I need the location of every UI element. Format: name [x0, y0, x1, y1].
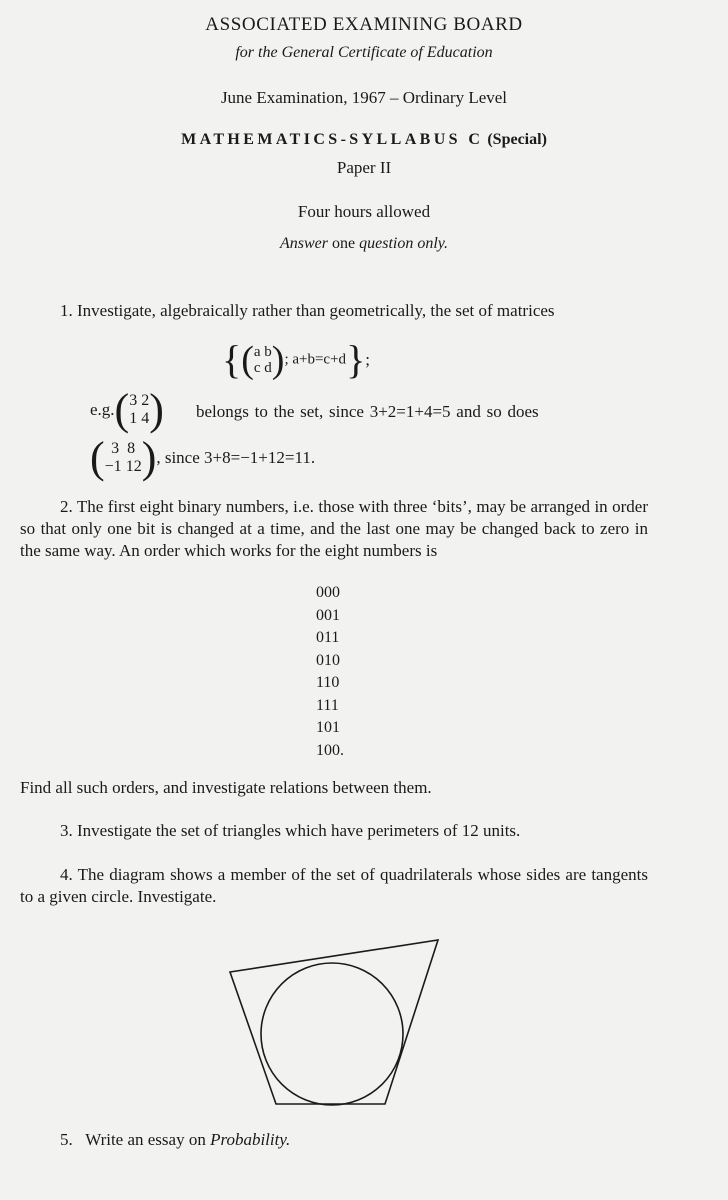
subject-line	[0, 131, 728, 149]
brace-open: {	[222, 337, 242, 382]
binary-entry: 110	[316, 674, 340, 691]
matrix-cell: 8	[127, 440, 136, 457]
set-end: ;	[365, 350, 370, 369]
question-5	[60, 1130, 290, 1150]
instruction	[0, 235, 728, 253]
example-1-line	[90, 385, 164, 434]
matrix-cell: d	[264, 360, 272, 376]
essay-topic: Probability.	[210, 1130, 291, 1149]
inscribed-circle	[261, 963, 403, 1105]
quadrilateral	[230, 940, 438, 1104]
set-condition: ; a+b=c+d	[284, 351, 347, 368]
matrix-cell: 3	[111, 440, 120, 457]
binary-entry: 001	[316, 606, 340, 624]
matrix-cell: 3	[129, 392, 138, 409]
example-2-text: , since 3+8=−1+12=11.	[156, 448, 316, 467]
matrix-cell: c	[253, 360, 261, 376]
example-1-text: belongs to the set, since 3+2=1+4=5 and so does	[196, 402, 539, 421]
matrix-cell: 4	[141, 410, 150, 427]
paren-open: (	[241, 339, 254, 381]
matrix-cell: a	[253, 344, 261, 360]
question-3	[20, 820, 648, 842]
question-text: Write an essay on	[85, 1130, 206, 1149]
binary-list	[316, 582, 344, 762]
example-matrix-1	[129, 392, 149, 428]
time-allowed: Four hours allowed	[297, 202, 431, 221]
question-number: 2.	[60, 497, 73, 516]
exam-session: June Examination, 1967 – Ordinary Level	[220, 88, 508, 107]
question-text: Investigate, algebraically rather than geometrically, the set of matrices	[77, 301, 555, 320]
example-matrix-2	[105, 440, 142, 476]
set-matrix	[254, 344, 272, 376]
tangential-quadrilateral-diagram	[220, 930, 450, 1110]
brace-close: }	[346, 337, 366, 382]
subject-title: MATHEMATICS-SYLLABUS C	[181, 131, 484, 148]
binary-entry: 111	[316, 696, 339, 714]
question-number: 3.	[60, 821, 73, 840]
eg-label: e.g.	[90, 400, 115, 419]
question-text: Investigate the set of triangles which have perimeters of 12 units.	[77, 821, 521, 840]
board-subtitle: for the General Certificate of Education	[235, 44, 493, 61]
question-1	[20, 300, 648, 322]
paper-number: Paper II	[336, 158, 392, 177]
board-title: ASSOCIATED EXAMINING BOARD	[205, 14, 523, 35]
question-number: 5.	[60, 1130, 73, 1149]
paren-open: (	[90, 433, 105, 482]
matrix-cell: 2	[141, 392, 150, 409]
matrix-cell: b	[264, 344, 272, 360]
question-text: The diagram shows a member of the set of quadrilaterals whose sides are tangents to a given circle. Investigate.	[20, 865, 648, 906]
instruction-part-1: Answer	[280, 235, 328, 252]
matrix-set-definition	[222, 338, 370, 388]
question-text: The first eight binary numbers, i.e. those with three ‘bits’, may be arranged in order so that only one bit is changed at a time, and the last one may be changed back to zero in the same way. An order which works for the eight numbers is	[20, 497, 648, 560]
question-number: 4.	[60, 865, 73, 884]
question-2-followup: Find all such orders, and investigate relations between them.	[20, 778, 432, 797]
matrix-cell: −1	[104, 458, 122, 475]
matrix-cell: 1	[129, 410, 138, 427]
paren-close: )	[149, 385, 164, 434]
question-number: 1.	[60, 301, 73, 320]
paren-close: )	[271, 339, 285, 381]
matrix-cell: 12	[125, 458, 142, 475]
paren-close: )	[141, 433, 157, 482]
question-4	[20, 864, 648, 908]
question-2	[20, 496, 648, 562]
binary-entry: 000	[316, 584, 340, 601]
example-2-line	[90, 433, 316, 482]
binary-entry: 011	[316, 629, 340, 646]
binary-entry: 100.	[316, 741, 344, 759]
instruction-part-2: one	[332, 235, 356, 252]
binary-entry: 101	[316, 719, 340, 736]
subject-note: (Special)	[487, 131, 547, 148]
paren-open: (	[114, 385, 130, 434]
instruction-part-3: question only.	[359, 235, 448, 252]
binary-entry: 010	[316, 651, 340, 669]
